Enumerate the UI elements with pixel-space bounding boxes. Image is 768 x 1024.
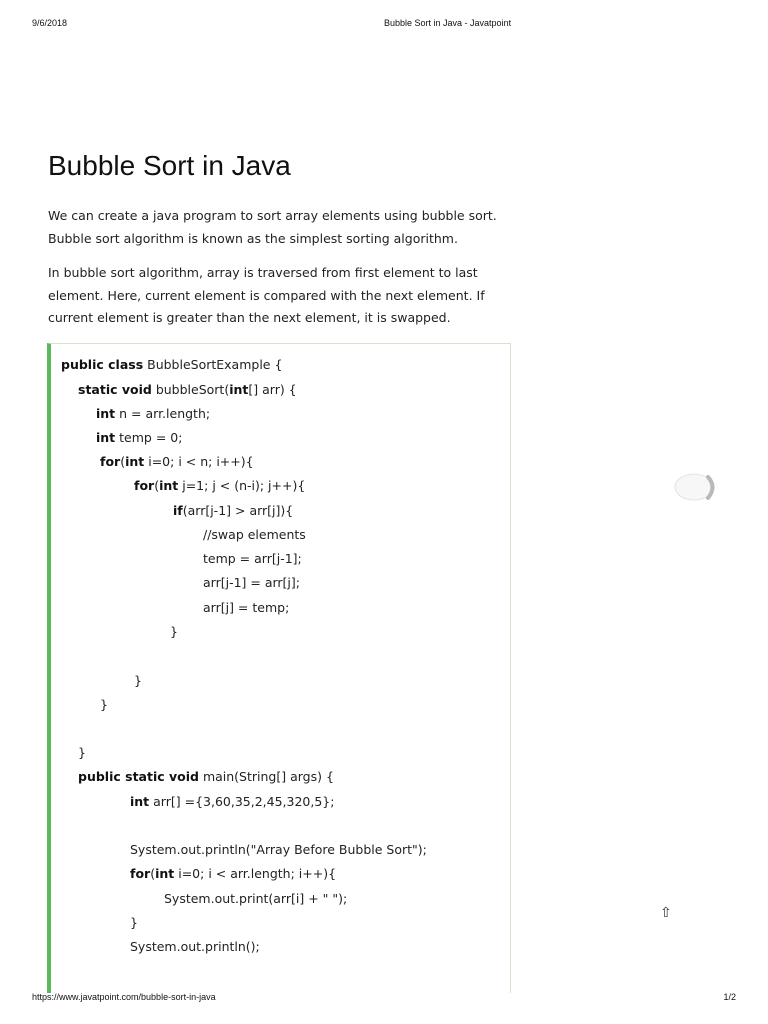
scroll-up-icon[interactable]: ⇧	[660, 905, 672, 921]
code-line: temp = arr[j-1];	[203, 551, 302, 566]
code-line: public class BubbleSortExample {	[61, 357, 283, 372]
print-url: https://www.javatpoint.com/bubble-sort-in-java	[32, 992, 216, 1002]
code-line: for(int j=1; j < (n-i); j++){	[134, 478, 306, 493]
code-block	[47, 343, 511, 993]
page-number: 1/2	[723, 992, 736, 1002]
code-line: System.out.print(arr[i] + " ");	[164, 891, 348, 906]
code-line: int temp = 0;	[96, 430, 183, 445]
print-footer	[32, 992, 736, 1006]
floating-widget-icon[interactable]	[672, 471, 716, 503]
print-date: 9/6/2018	[32, 18, 68, 28]
code-line: arr[j] = temp;	[203, 600, 290, 615]
code-line: arr[j-1] = arr[j];	[203, 575, 300, 590]
code-line: for(int i=0; i < n; i++){	[100, 454, 254, 469]
code-comment: //swap elements	[203, 527, 306, 542]
code-line: int arr[] ={3,60,35,2,45,320,5};	[130, 794, 335, 809]
code-line: }	[78, 745, 86, 760]
code-line: if(arr[j-1] > arr[j]){	[173, 503, 294, 518]
print-header	[32, 18, 736, 32]
widget-ring-icon	[672, 471, 716, 503]
print-page-title: Bubble Sort in Java - Javatpoint	[384, 18, 512, 28]
code-line: }	[134, 673, 142, 688]
description-paragraph: In bubble sort algorithm, array is traversed from first element to last element. Here, current element is compared with the next element. If current element is greater than the next element, it is swapped.	[48, 265, 485, 325]
page-title: Bubble Sort in Java	[48, 150, 291, 181]
code-line: int n = arr.length;	[96, 406, 211, 421]
intro-paragraph: We can create a java program to sort array elements using bubble sort. Bubble sort algorithm is known as the simplest sorting algorithm.	[48, 208, 497, 246]
code-line: }	[170, 624, 178, 639]
code-line: }	[100, 697, 108, 712]
code-line: for(int i=0; i < arr.length; i++){	[130, 866, 337, 881]
code-line: System.out.println();	[130, 939, 260, 954]
code-line: System.out.println("Array Before Bubble Sort");	[130, 842, 427, 857]
code-line: public static void main(String[] args) {	[78, 769, 334, 784]
code-line: static void bubbleSort(int[] arr) {	[78, 382, 297, 397]
code-line: }	[130, 915, 138, 930]
